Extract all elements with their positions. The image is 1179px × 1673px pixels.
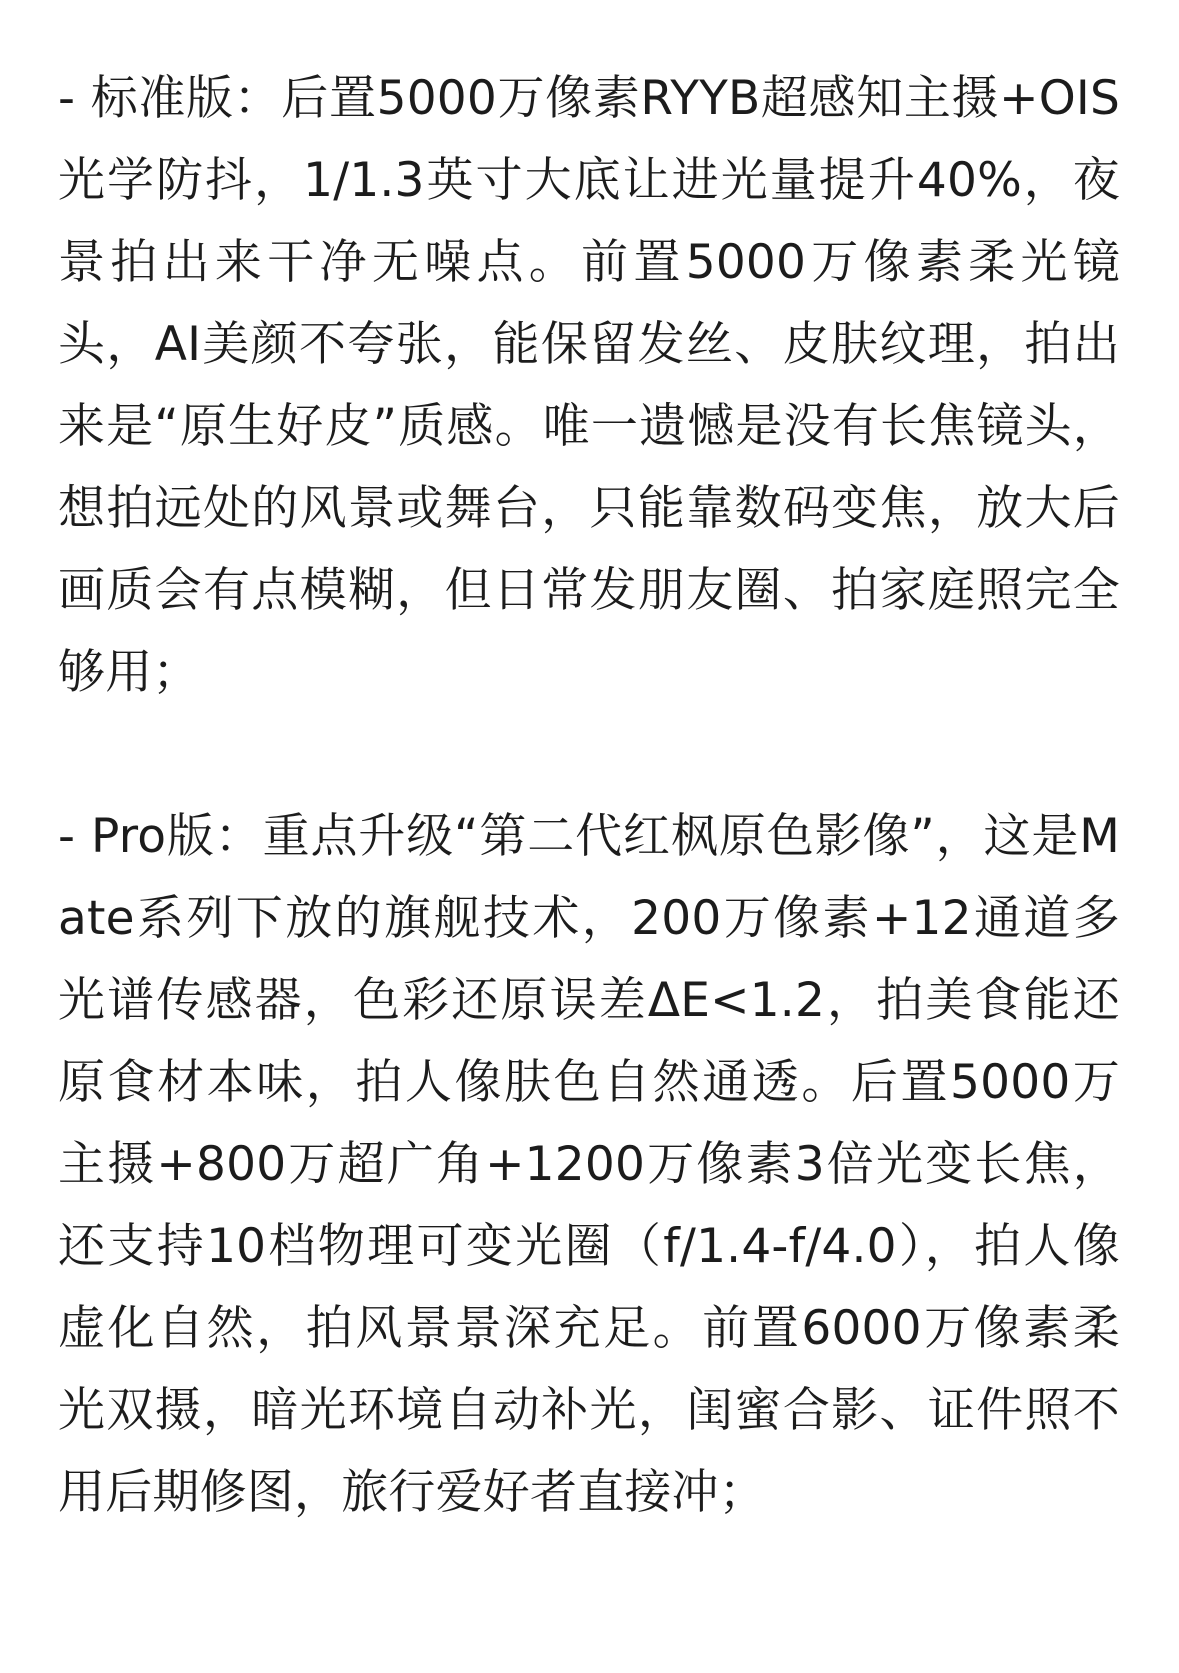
paragraph-pro-version: - Pro版：重点升级“第二代红枫原色影像”，这是Mate系列下放的旗舰技术，200万像素+12通道多光谱传感器，色彩还原误差ΔE<1.2，拍美食能还原食材本味，拍人像肤色自然通透。后置5000万主摄+800万超广角+1200万像素3倍光变长焦，还支持10档物理可变光圈（f/1.4-f/4.0），拍人像虚化自然，拍风景景深充足。前置6000万像素柔光双摄，暗光环境自动补光，闺蜜合影、证件照不用后期修图，旅行爱好者直接冲； bbox=[58, 809, 1120, 1520]
paragraph-standard-version: - 标准版：后置5000万像素RYYB超感知主摄+OIS光学防抖，1/1.3英寸大底让进光量提升40%，夜景拍出来干净无噪点。前置5000万像素柔光镜头，AI美颜不夸张，能保留发丝、皮肤纹理，拍出来是“原生好皮”质感。唯一遗憾是没有长焦镜头，想拍远处的风景或舞台，只能靠数码变焦，放大后画质会有点模糊，但日常发朋友圈、拍家庭照完全够用； bbox=[58, 71, 1120, 700]
article-body bbox=[58, 58, 1120, 1534]
